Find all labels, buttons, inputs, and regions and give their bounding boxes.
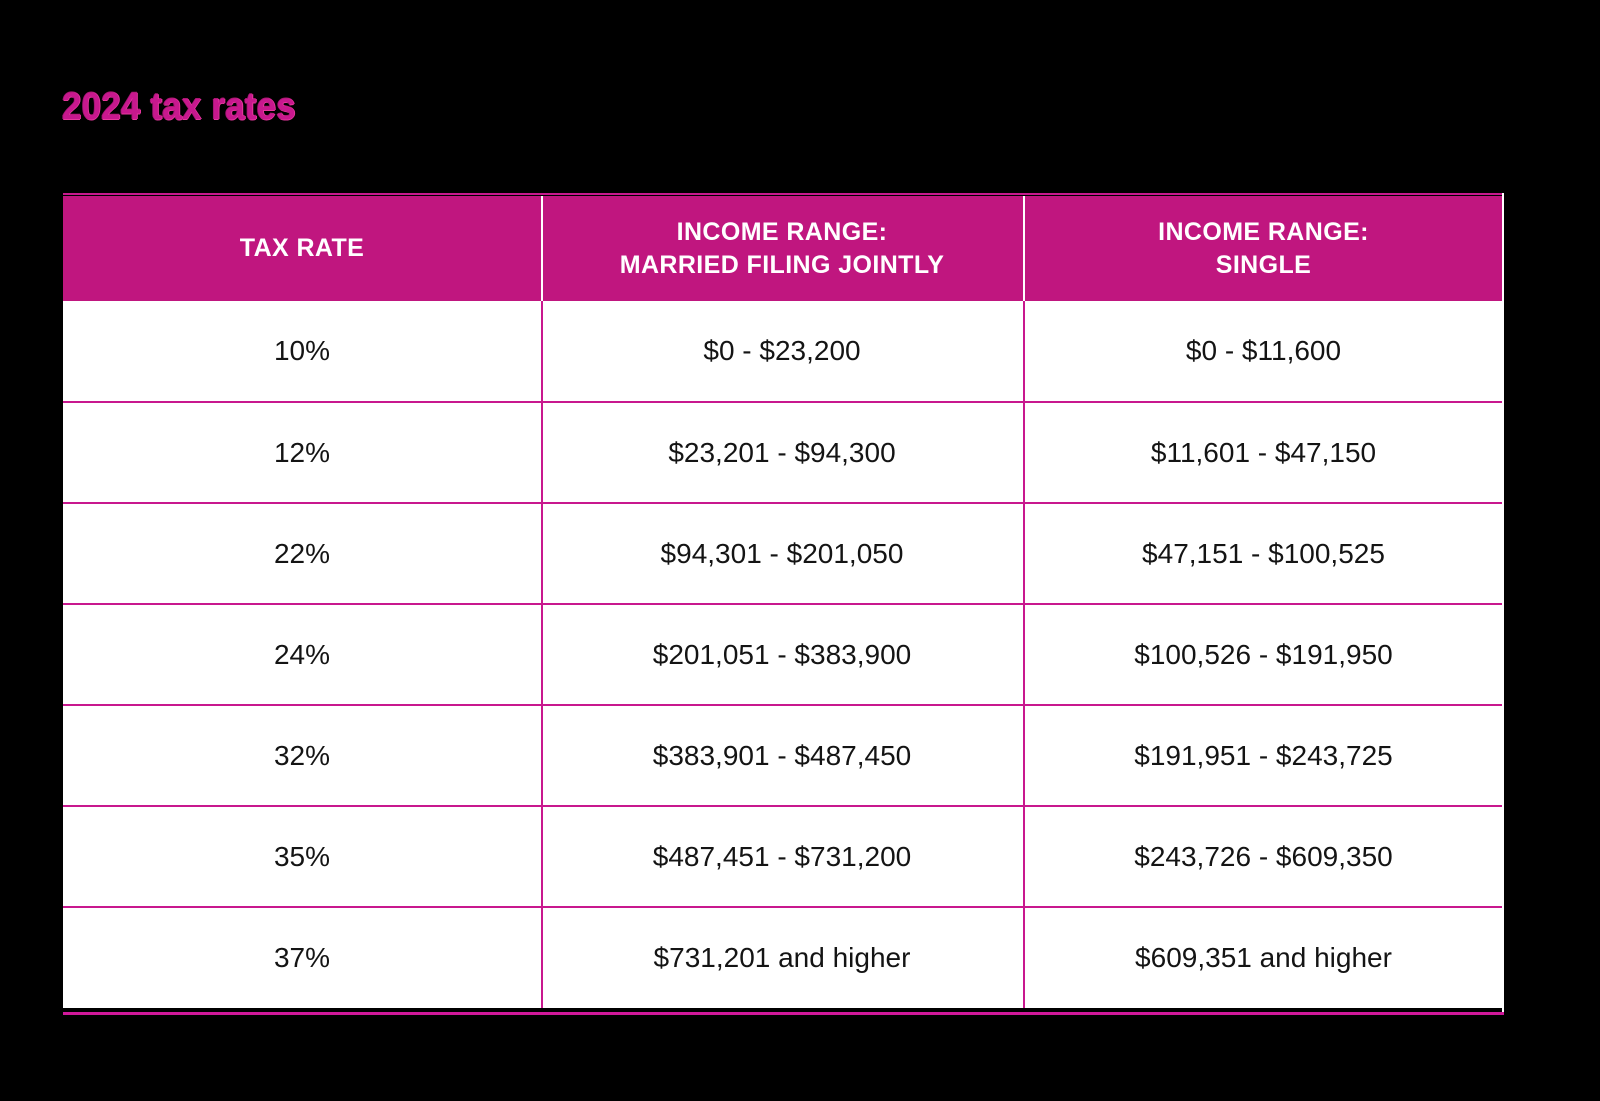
column-header-single-line2: SINGLE <box>1215 250 1312 279</box>
table-bottom-rule <box>63 1012 1504 1015</box>
tax-rates-table-container <box>63 193 1504 1015</box>
cell-tax-rate: 22% <box>63 503 541 604</box>
tax-rates-table <box>63 196 1504 1008</box>
cell-married-filing-jointly: $94,301 - $201,050 <box>541 503 1023 604</box>
cell-married-filing-jointly: $731,201 and higher <box>541 907 1023 1008</box>
cell-single: $609,351 and higher <box>1023 907 1504 1008</box>
cell-married-filing-jointly: $383,901 - $487,450 <box>541 705 1023 806</box>
table-row <box>63 503 1504 604</box>
column-header-single-line1: INCOME RANGE: <box>1158 217 1369 246</box>
cell-single: $191,951 - $243,725 <box>1023 705 1504 806</box>
cell-single: $47,151 - $100,525 <box>1023 503 1504 604</box>
table-row <box>63 301 1504 402</box>
table-row <box>63 604 1504 705</box>
column-header-married-filing-jointly <box>541 196 1023 301</box>
cell-tax-rate: 32% <box>63 705 541 806</box>
table-header <box>63 196 1504 301</box>
cell-tax-rate: 24% <box>63 604 541 705</box>
cell-tax-rate: 35% <box>63 806 541 907</box>
table-right-edge <box>1502 193 1504 1015</box>
cell-tax-rate: 10% <box>63 301 541 402</box>
table-row <box>63 402 1504 503</box>
column-header-tax-rate-line1: TAX RATE <box>239 234 365 262</box>
table-row <box>63 806 1504 907</box>
cell-married-filing-jointly: $201,051 - $383,900 <box>541 604 1023 705</box>
column-header-tax-rate <box>63 196 541 301</box>
cell-married-filing-jointly: $0 - $23,200 <box>541 301 1023 402</box>
cell-married-filing-jointly: $487,451 - $731,200 <box>541 806 1023 907</box>
column-header-mfj-line2: MARRIED FILING JOINTLY <box>619 250 945 279</box>
cell-single: $0 - $11,600 <box>1023 301 1504 402</box>
table-row <box>63 907 1504 1008</box>
table-header-row <box>63 196 1504 301</box>
table-row <box>63 705 1504 806</box>
cell-single: $100,526 - $191,950 <box>1023 604 1504 705</box>
table-body <box>63 301 1504 1008</box>
cell-single: $11,601 - $47,150 <box>1023 402 1504 503</box>
table-top-rule <box>63 193 1504 195</box>
cell-married-filing-jointly: $23,201 - $94,300 <box>541 402 1023 503</box>
cell-tax-rate: 12% <box>63 402 541 503</box>
column-header-mfj-line1: INCOME RANGE: <box>676 217 888 246</box>
column-header-single <box>1023 196 1504 301</box>
page-title: 2024 tax rates <box>62 86 296 129</box>
cell-single: $243,726 - $609,350 <box>1023 806 1504 907</box>
cell-tax-rate: 37% <box>63 907 541 1008</box>
